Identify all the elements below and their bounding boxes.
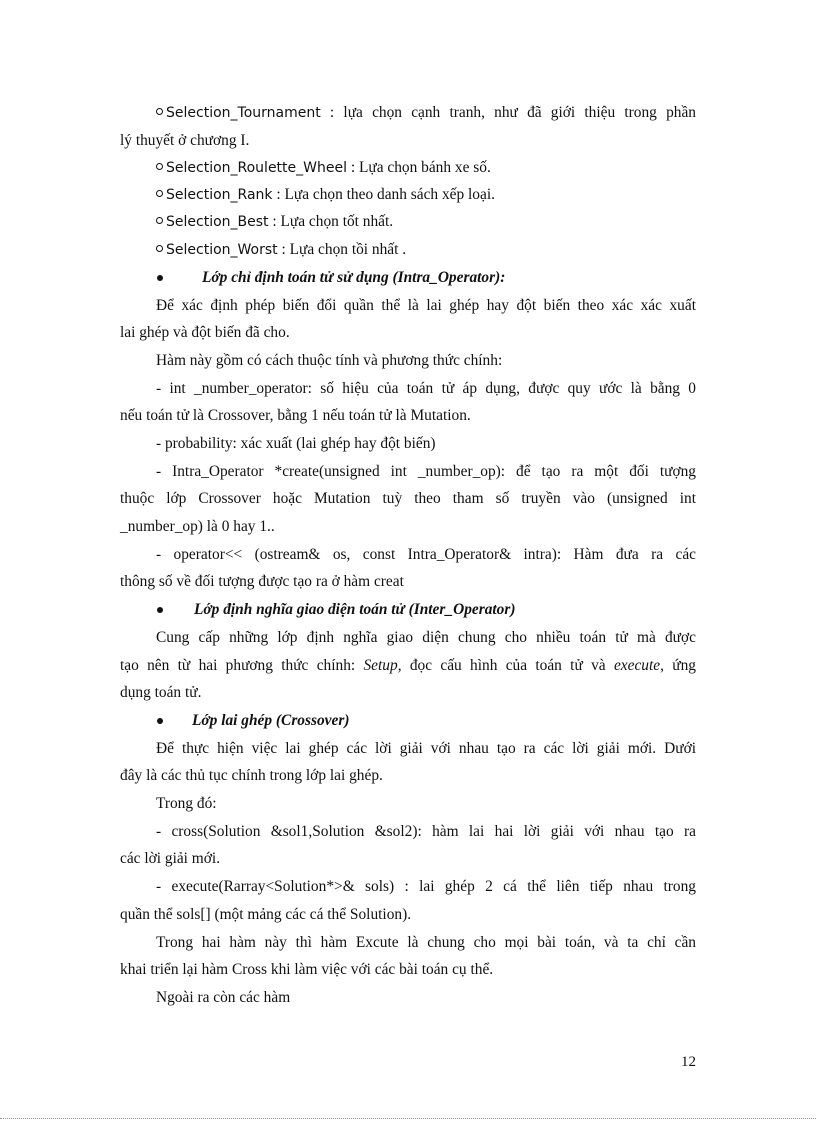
list-item: Selection_Roulette_Wheel : Lựa chọn bánh xe số. [156,158,696,178]
paragraph-line: - operator<< (ostream& os, const Intra_Operator& intra): Hàm đưa ra các [156,546,696,563]
bullet-icon [157,607,163,613]
paragraph-line: nếu toán tử là Crossover, bằng 1 nếu toán tử là Mutation. [120,407,471,424]
section-heading: Lớp lai ghép (Crossover) [192,712,350,729]
list-item: Selection_Rank : Lựa chọn theo danh sách xếp loại. [156,185,696,205]
paragraph-line: - probability: xác xuất (lai ghép hay đột biến) [156,435,436,452]
list-item-continuation: lý thuyết ở chương I. [120,132,250,149]
circle-bullet-icon [156,245,163,252]
paragraph-line: Trong đó: [156,795,217,812]
circle-bullet-icon [156,163,163,170]
bullet-icon [157,718,163,724]
section-heading: Lớp chỉ định toán tử sử dụng (Intra_Operator): [202,269,506,286]
paragraph-line: tạo nên từ hai phương thức chính: Setup, đọc cấu hình của toán tử và execute, ứng [120,657,696,674]
paragraph-line: Hàm này gồm có cách thuộc tính và phương thức chính: [156,352,503,369]
page-number: 12 [681,1054,696,1070]
paragraph-line: khai triển lại hàm Cross khi làm việc với các bài toán cụ thể. [120,961,494,978]
page-border-divider [0,1118,816,1119]
paragraph-line: Để xác định phép biến đổi quần thể là lai ghép hay đột biến theo xác xác xuất [156,297,696,314]
list-item: Selection_Tournament : lựa chọn cạnh tranh, như đã giới thiệu trong phần [156,103,696,123]
circle-bullet-icon [156,190,163,197]
bullet-icon [157,275,163,281]
list-item: Selection_Best : Lựa chọn tốt nhất. [156,212,696,232]
list-item: Selection_Worst : Lựa chọn tồi nhất . [156,240,696,260]
section-heading: Lớp định nghĩa giao diện toán tử (Inter_Operator) [194,601,516,618]
paragraph-line: quần thể sols[] (một mảng các cá thể Solution). [120,906,412,923]
paragraph-line: thuộc lớp Crossover hoặc Mutation tuỳ theo tham số truyền vào (unsigned int [120,490,696,507]
paragraph-line: dụng toán tử. [120,684,202,701]
paragraph-line: thông số về đối tượng được tạo ra ở hàm creat [120,573,404,590]
paragraph-line: Cung cấp những lớp định nghĩa giao diện chung cho nhiều toán tử mà được [156,629,696,646]
paragraph-line: _number_op) là 0 hay 1.. [120,518,275,535]
paragraph-line: lai ghép và đột biến đã cho. [120,324,290,341]
paragraph-line: - Intra_Operator *create(unsigned int _number_op): để tạo ra một đối tượng [156,463,696,480]
paragraph-line: Ngoài ra còn các hàm [156,989,291,1006]
circle-bullet-icon [156,217,163,224]
paragraph-line: - int _number_operator: số hiệu của toán tử áp dụng, được quy ước là bằng 0 [156,380,696,397]
paragraph-line: đây là các thủ tục chính trong lớp lai ghép. [120,767,383,784]
paragraph-line: các lời giải mới. [120,850,221,867]
paragraph-line: Để thực hiện việc lai ghép các lời giải với nhau tạo ra các lời giải mới. Dưới [156,740,696,757]
paragraph-line: - cross(Solution &sol1,Solution &sol2): hàm lai hai lời giải với nhau tạo ra [156,823,696,840]
paragraph-line: Trong hai hàm này thì hàm Excute là chung cho mọi bài toán, và ta chỉ cần [156,934,696,951]
circle-bullet-icon [156,108,163,115]
paragraph-line: - execute(Rarray<Solution*>& sols) : lai ghép 2 cá thể liên tiếp nhau trong [156,878,696,895]
